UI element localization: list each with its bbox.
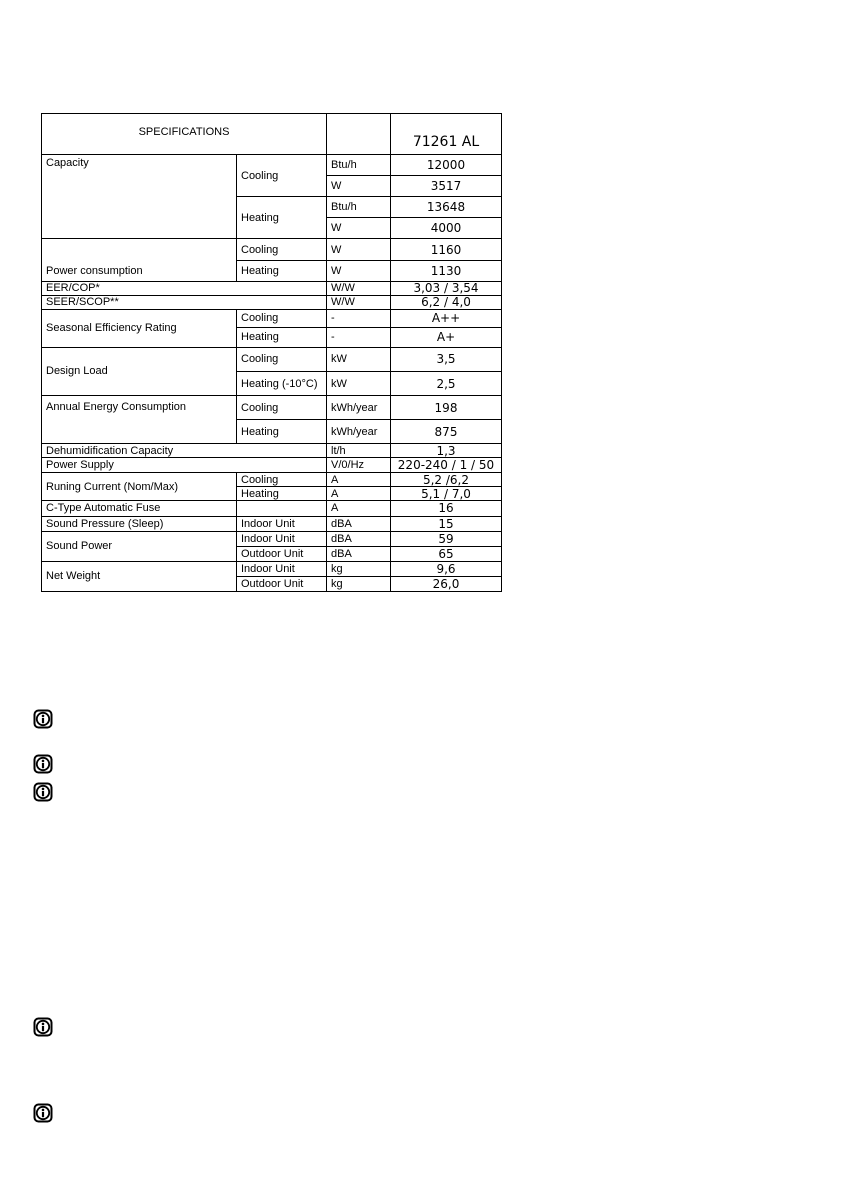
power-heating-mode: Heating	[237, 260, 327, 281]
weight-outdoor-value: 26,0	[391, 576, 502, 591]
weight-indoor-unit: kg	[327, 561, 391, 576]
dehumidification-label: Dehumidification Capacity	[42, 444, 327, 458]
sound-outdoor-unit: dBA	[327, 546, 391, 561]
seasonal-heating-mode: Heating	[237, 327, 327, 347]
seasonal-rating-label: Seasonal Efficiency Rating	[42, 309, 237, 347]
design-heating-mode: Heating (-10°C)	[237, 371, 327, 395]
dehumidification-unit: lt/h	[327, 444, 391, 458]
current-heating-value: 5,1 / 7,0	[391, 487, 502, 501]
fuse-label: C-Type Automatic Fuse	[42, 501, 237, 516]
current-cooling-mode: Cooling	[237, 473, 327, 487]
capacity-heating-btu-unit: Btu/h	[327, 197, 391, 218]
info-icon	[33, 1017, 53, 1037]
sound-power-label: Sound Power	[42, 531, 237, 561]
power-supply-unit: V/0/Hz	[327, 458, 391, 473]
capacity-heating-w-value: 4000	[391, 218, 502, 239]
current-heating-mode: Heating	[237, 487, 327, 501]
capacity-cooling-w-value: 3517	[391, 176, 502, 197]
design-load-label: Design Load	[42, 347, 237, 395]
capacity-heating-btu-value: 13648	[391, 197, 502, 218]
power-cooling-mode: Cooling	[237, 239, 327, 260]
annual-cooling-value: 198	[391, 396, 502, 420]
annual-heating-value: 875	[391, 420, 502, 444]
seasonal-cooling-unit: -	[327, 309, 391, 327]
weight-indoor-mode: Indoor Unit	[237, 561, 327, 576]
power-cooling-unit: W	[327, 239, 391, 260]
spec-header-title: SPECIFICATIONS	[42, 114, 327, 155]
sound-indoor-value: 59	[391, 531, 502, 546]
annual-heating-unit: kWh/year	[327, 420, 391, 444]
running-current-row	[42, 473, 502, 487]
design-heating-unit: kW	[327, 371, 391, 395]
eer-cop-value: 3,03 / 3,54	[391, 281, 502, 295]
power-consumption-row	[42, 239, 502, 260]
sound-pressure-unit: dBA	[327, 516, 391, 531]
dehumidification-value: 1,3	[391, 444, 502, 458]
specifications-table	[41, 113, 502, 592]
sound-pressure-value: 15	[391, 516, 502, 531]
sound-pressure-row	[42, 516, 502, 531]
specifications-table-container	[41, 113, 501, 592]
fuse-mode-empty	[237, 501, 327, 516]
weight-indoor-value: 9,6	[391, 561, 502, 576]
capacity-heating-mode: Heating	[237, 197, 327, 239]
design-cooling-mode: Cooling	[237, 347, 327, 371]
eer-cop-unit: W/W	[327, 281, 391, 295]
weight-outdoor-mode: Outdoor Unit	[237, 576, 327, 591]
info-icon	[33, 782, 53, 802]
power-heating-unit: W	[327, 260, 391, 281]
unit-header	[327, 114, 391, 155]
annual-heating-mode: Heating	[237, 420, 327, 444]
annual-cooling-mode: Cooling	[237, 396, 327, 420]
power-supply-row	[42, 458, 502, 473]
info-icon	[33, 1103, 53, 1123]
seasonal-heating-value: A+	[391, 327, 502, 347]
eer-cop-row	[42, 281, 502, 295]
eer-cop-label: EER/COP*	[42, 281, 327, 295]
sound-indoor-unit: dBA	[327, 531, 391, 546]
current-cooling-value: 5,2 /6,2	[391, 473, 502, 487]
seasonal-cooling-mode: Cooling	[237, 309, 327, 327]
design-load-row	[42, 347, 502, 371]
seer-scop-label: SEER/SCOP**	[42, 295, 327, 309]
sound-pressure-mode: Indoor Unit	[237, 516, 327, 531]
seer-scop-value: 6,2 / 4,0	[391, 295, 502, 309]
power-heating-value: 1130	[391, 260, 502, 281]
weight-outdoor-unit: kg	[327, 576, 391, 591]
capacity-heating-w-unit: W	[327, 218, 391, 239]
current-heating-unit: A	[327, 487, 391, 501]
info-icon	[33, 709, 53, 729]
power-supply-label: Power Supply	[42, 458, 327, 473]
annual-energy-row	[42, 396, 502, 420]
design-heating-value: 2,5	[391, 371, 502, 395]
capacity-row	[42, 155, 502, 176]
seasonal-cooling-value: A++	[391, 309, 502, 327]
fuse-value: 16	[391, 501, 502, 516]
capacity-cooling-mode: Cooling	[237, 155, 327, 197]
net-weight-label: Net Weight	[42, 561, 237, 591]
running-current-label: Runing Current (Nom/Max)	[42, 473, 237, 501]
seer-scop-unit: W/W	[327, 295, 391, 309]
info-icon	[33, 754, 53, 774]
seasonal-heating-unit: -	[327, 327, 391, 347]
current-cooling-unit: A	[327, 473, 391, 487]
annual-cooling-unit: kWh/year	[327, 396, 391, 420]
power-consumption-label: Power consumption	[42, 239, 237, 281]
power-supply-value: 220-240 / 1 / 50	[391, 458, 502, 473]
power-cooling-value: 1160	[391, 239, 502, 260]
net-weight-row	[42, 561, 502, 576]
annual-energy-label: Annual Energy Consumption	[42, 396, 237, 444]
sound-pressure-label: Sound Pressure (Sleep)	[42, 516, 237, 531]
capacity-cooling-btu-value: 12000	[391, 155, 502, 176]
dehumidification-row	[42, 444, 502, 458]
sound-outdoor-value: 65	[391, 546, 502, 561]
fuse-row	[42, 501, 502, 516]
capacity-cooling-btu-unit: Btu/h	[327, 155, 391, 176]
sound-outdoor-mode: Outdoor Unit	[237, 546, 327, 561]
seer-scop-row	[42, 295, 502, 309]
header-row	[42, 114, 502, 155]
seasonal-rating-row	[42, 309, 502, 327]
design-cooling-value: 3,5	[391, 347, 502, 371]
design-cooling-unit: kW	[327, 347, 391, 371]
capacity-label: Capacity	[42, 155, 237, 239]
sound-indoor-mode: Indoor Unit	[237, 531, 327, 546]
fuse-unit: A	[327, 501, 391, 516]
model-header: 71261 AL	[391, 114, 502, 155]
capacity-cooling-w-unit: W	[327, 176, 391, 197]
sound-power-row	[42, 531, 502, 546]
